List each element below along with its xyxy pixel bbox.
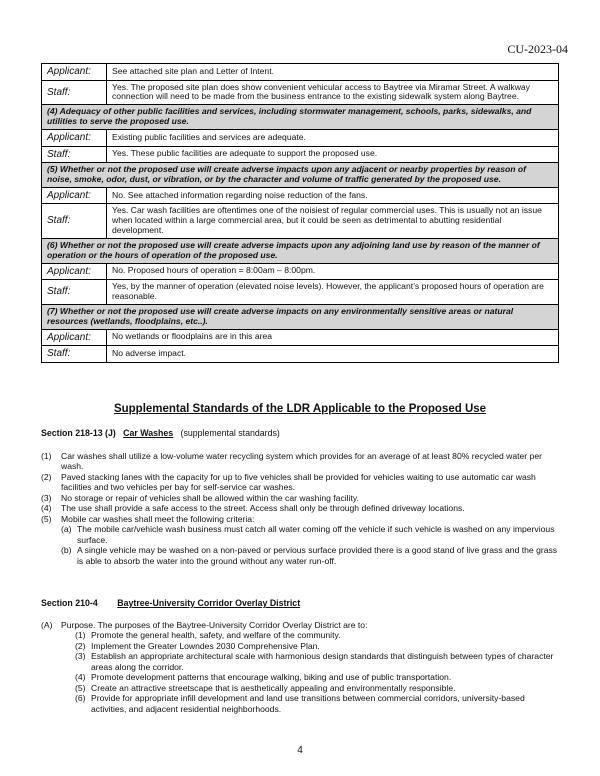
review-criteria-table <box>41 63 559 363</box>
response-row <box>42 263 559 280</box>
response-row <box>42 146 559 163</box>
response-text: Yes. These public facilities are adequate to support the proposed use. <box>107 146 559 163</box>
criterion-text: (6) Whether or not the proposed use will create adverse impacts upon any adjoining land use by reason of the manner of operation or the hours of operation of the proposed use. <box>42 238 559 263</box>
respondent-label: Applicant: <box>42 263 107 280</box>
case-number: CU-2023-04 <box>507 42 568 56</box>
respondent-label: Staff: <box>42 204 107 239</box>
section-218-13-heading <box>41 428 280 438</box>
list-subitem: (3) Establish an appropriate architectural scale with harmonious design standards that distinguish between types of character areas along the corridor. <box>75 651 554 672</box>
response-text: See attached site plan and Letter of Intent. <box>107 64 559 81</box>
list-subitem: (1) Promote the general health, safety, and welfare of the community. <box>75 630 341 641</box>
respondent-label: Staff: <box>42 346 107 363</box>
response-text: Yes, by the manner of operation (elevated noise levels). However, the applicant’s proposed hours of operation are reasonable. <box>107 280 559 305</box>
response-text: No wetlands or floodplains are in this area <box>107 329 559 346</box>
response-row <box>42 329 559 346</box>
section-title: Baytree-University Corridor Overlay District <box>117 598 301 608</box>
section-210-4-heading <box>41 598 300 608</box>
criterion-header-row <box>42 238 559 263</box>
respondent-label: Applicant: <box>42 130 107 147</box>
response-row <box>42 187 559 204</box>
list-item: (2) Paved stacking lanes with the capacity for up to five vehicles shall be provided for vehicles waiting to use automatic car wash facilities and two vehicles per bay for self-service car washes. <box>41 471 536 493</box>
response-row <box>42 64 559 81</box>
response-row <box>42 346 559 363</box>
response-row <box>42 280 559 305</box>
list-item: (1) Car washes shall utilize a low-volume water recycling system which provides for an average of at least 80% recycled water per wash. <box>41 451 542 472</box>
section-title: Car Washes <box>123 428 174 438</box>
list-subitem: (b) A single vehicle may be washed on a non-paved or pervious surface provided there is a good stand of live grass and the grass is able to absorb the water into the ground without any water run-off. <box>61 545 558 566</box>
list-item: (3) No storage or repair of vehicles shall be allowed within the car washing facility. <box>41 492 359 503</box>
page-number: 4 <box>297 745 303 756</box>
section-note: (supplemental standards) <box>180 428 280 438</box>
response-text: No. See attached information regarding noise reduction of the fans. <box>107 187 559 204</box>
response-row <box>42 130 559 147</box>
response-text: No adverse impact. <box>107 346 559 363</box>
response-text: Existing public facilities and services are adequate. <box>107 130 559 147</box>
list-item: (5) Mobile car washes shall meet the following criteria: (a) The mobile car/vehicle wash business must catch all water coming off the vehicle if such vehicle is washed on any impervious surface. (b) A single vehicle may be washed on a non-paved or pervious surface provided there is a good stand of live grass and the grass is able to absorb the water into the ground without any water run-off. <box>41 514 561 566</box>
respondent-label: Staff: <box>42 280 107 305</box>
criterion-header-row <box>42 304 559 329</box>
response-row <box>42 80 559 105</box>
criterion-header-row <box>42 163 559 188</box>
supplemental-standards-title: Supplemental Standards of the LDR Applicable to the Proposed Use <box>113 403 487 415</box>
respondent-label: Staff: <box>42 146 107 163</box>
response-text: No. Proposed hours of operation = 8:00am – 8:00pm. <box>107 263 559 280</box>
criterion-text: (5) Whether or not the proposed use will create adverse impacts upon any adjacent or nearby properties by reason of noise, smoke, odor, dust, or vibration, or by the character and volume of traffic generated by the proposed use. <box>42 163 559 188</box>
respondent-label: Applicant: <box>42 64 107 81</box>
section-number: Section 210-4 <box>41 598 98 608</box>
respondent-label: Applicant: <box>42 329 107 346</box>
list-subitem: (5) Create an attractive streetscape that is aesthetically appealing and environmentally responsible. <box>75 682 456 693</box>
response-text: Yes. Car wash facilities are oftentimes one of the noisiest of regular commercial uses. This is usually not an issue when located within a large commercial area, but it could be seen as detrimental to abutting residential development. <box>107 204 559 239</box>
response-row <box>42 204 559 239</box>
list-item: (A) Purpose. The purposes of the Baytree-University Corridor Overlay District are to: (1) Promote the general health, safety, and welfare of the community. (2) Implement the Greater Lowndes 2030 Comprehensive Plan. (3) Establish an appropriate architectural scale with harmonious design standards that distinguish between types of character areas along the corridor. (4) Promote development patterns that encourage walking, biking and use of public transportation. (5) Create an attractive streetscape that is aesthetically appealing and environmentally responsible. (6) Provide for appropriate infill development and land use transitions between commercial corridors, university-based activities, and adjacent residential neighborhoods. <box>41 620 561 714</box>
section-number: Section 218-13 (J) <box>41 428 116 438</box>
list-subitem: (a) The mobile car/vehicle wash business must catch all water coming off the vehicle if such vehicle is washed on any impervious surface. <box>61 524 555 545</box>
criterion-text: (4) Adequacy of other public facilities and services, including stormwater management, schools, parks, sidewalks, and utilities to serve the proposed use. <box>42 105 559 130</box>
respondent-label: Applicant: <box>42 187 107 204</box>
list-subitem: (6) Provide for appropriate infill development and land use transitions between commercial corridors, university-based activities, and adjacent residential neighborhoods. <box>75 693 525 714</box>
list-subitem: (4) Promote development patterns that encourage walking, biking and use of public transportation. <box>75 672 452 683</box>
criterion-text: (7) Whether or not the proposed use will create adverse impacts on any environmentally sensitive areas or natural resources (wetlands, floodplains, etc..). <box>42 304 559 329</box>
car-wash-standards-list <box>41 451 561 566</box>
overlay-district-purpose-list <box>41 620 561 714</box>
respondent-label: Staff: <box>42 80 107 105</box>
response-text: Yes. The proposed site plan does show convenient vehicular access to Baytree via Miramar Street. A walkway connection will need to be made from the business entrance to the existing sidewalk system along Baytree. <box>107 80 559 105</box>
list-subitem: (2) Implement the Greater Lowndes 2030 Comprehensive Plan. <box>75 640 320 651</box>
criterion-header-row <box>42 105 559 130</box>
list-item: (4) The use shall provide a safe access to the street. Access shall only be through defined driveway locations. <box>41 503 465 514</box>
